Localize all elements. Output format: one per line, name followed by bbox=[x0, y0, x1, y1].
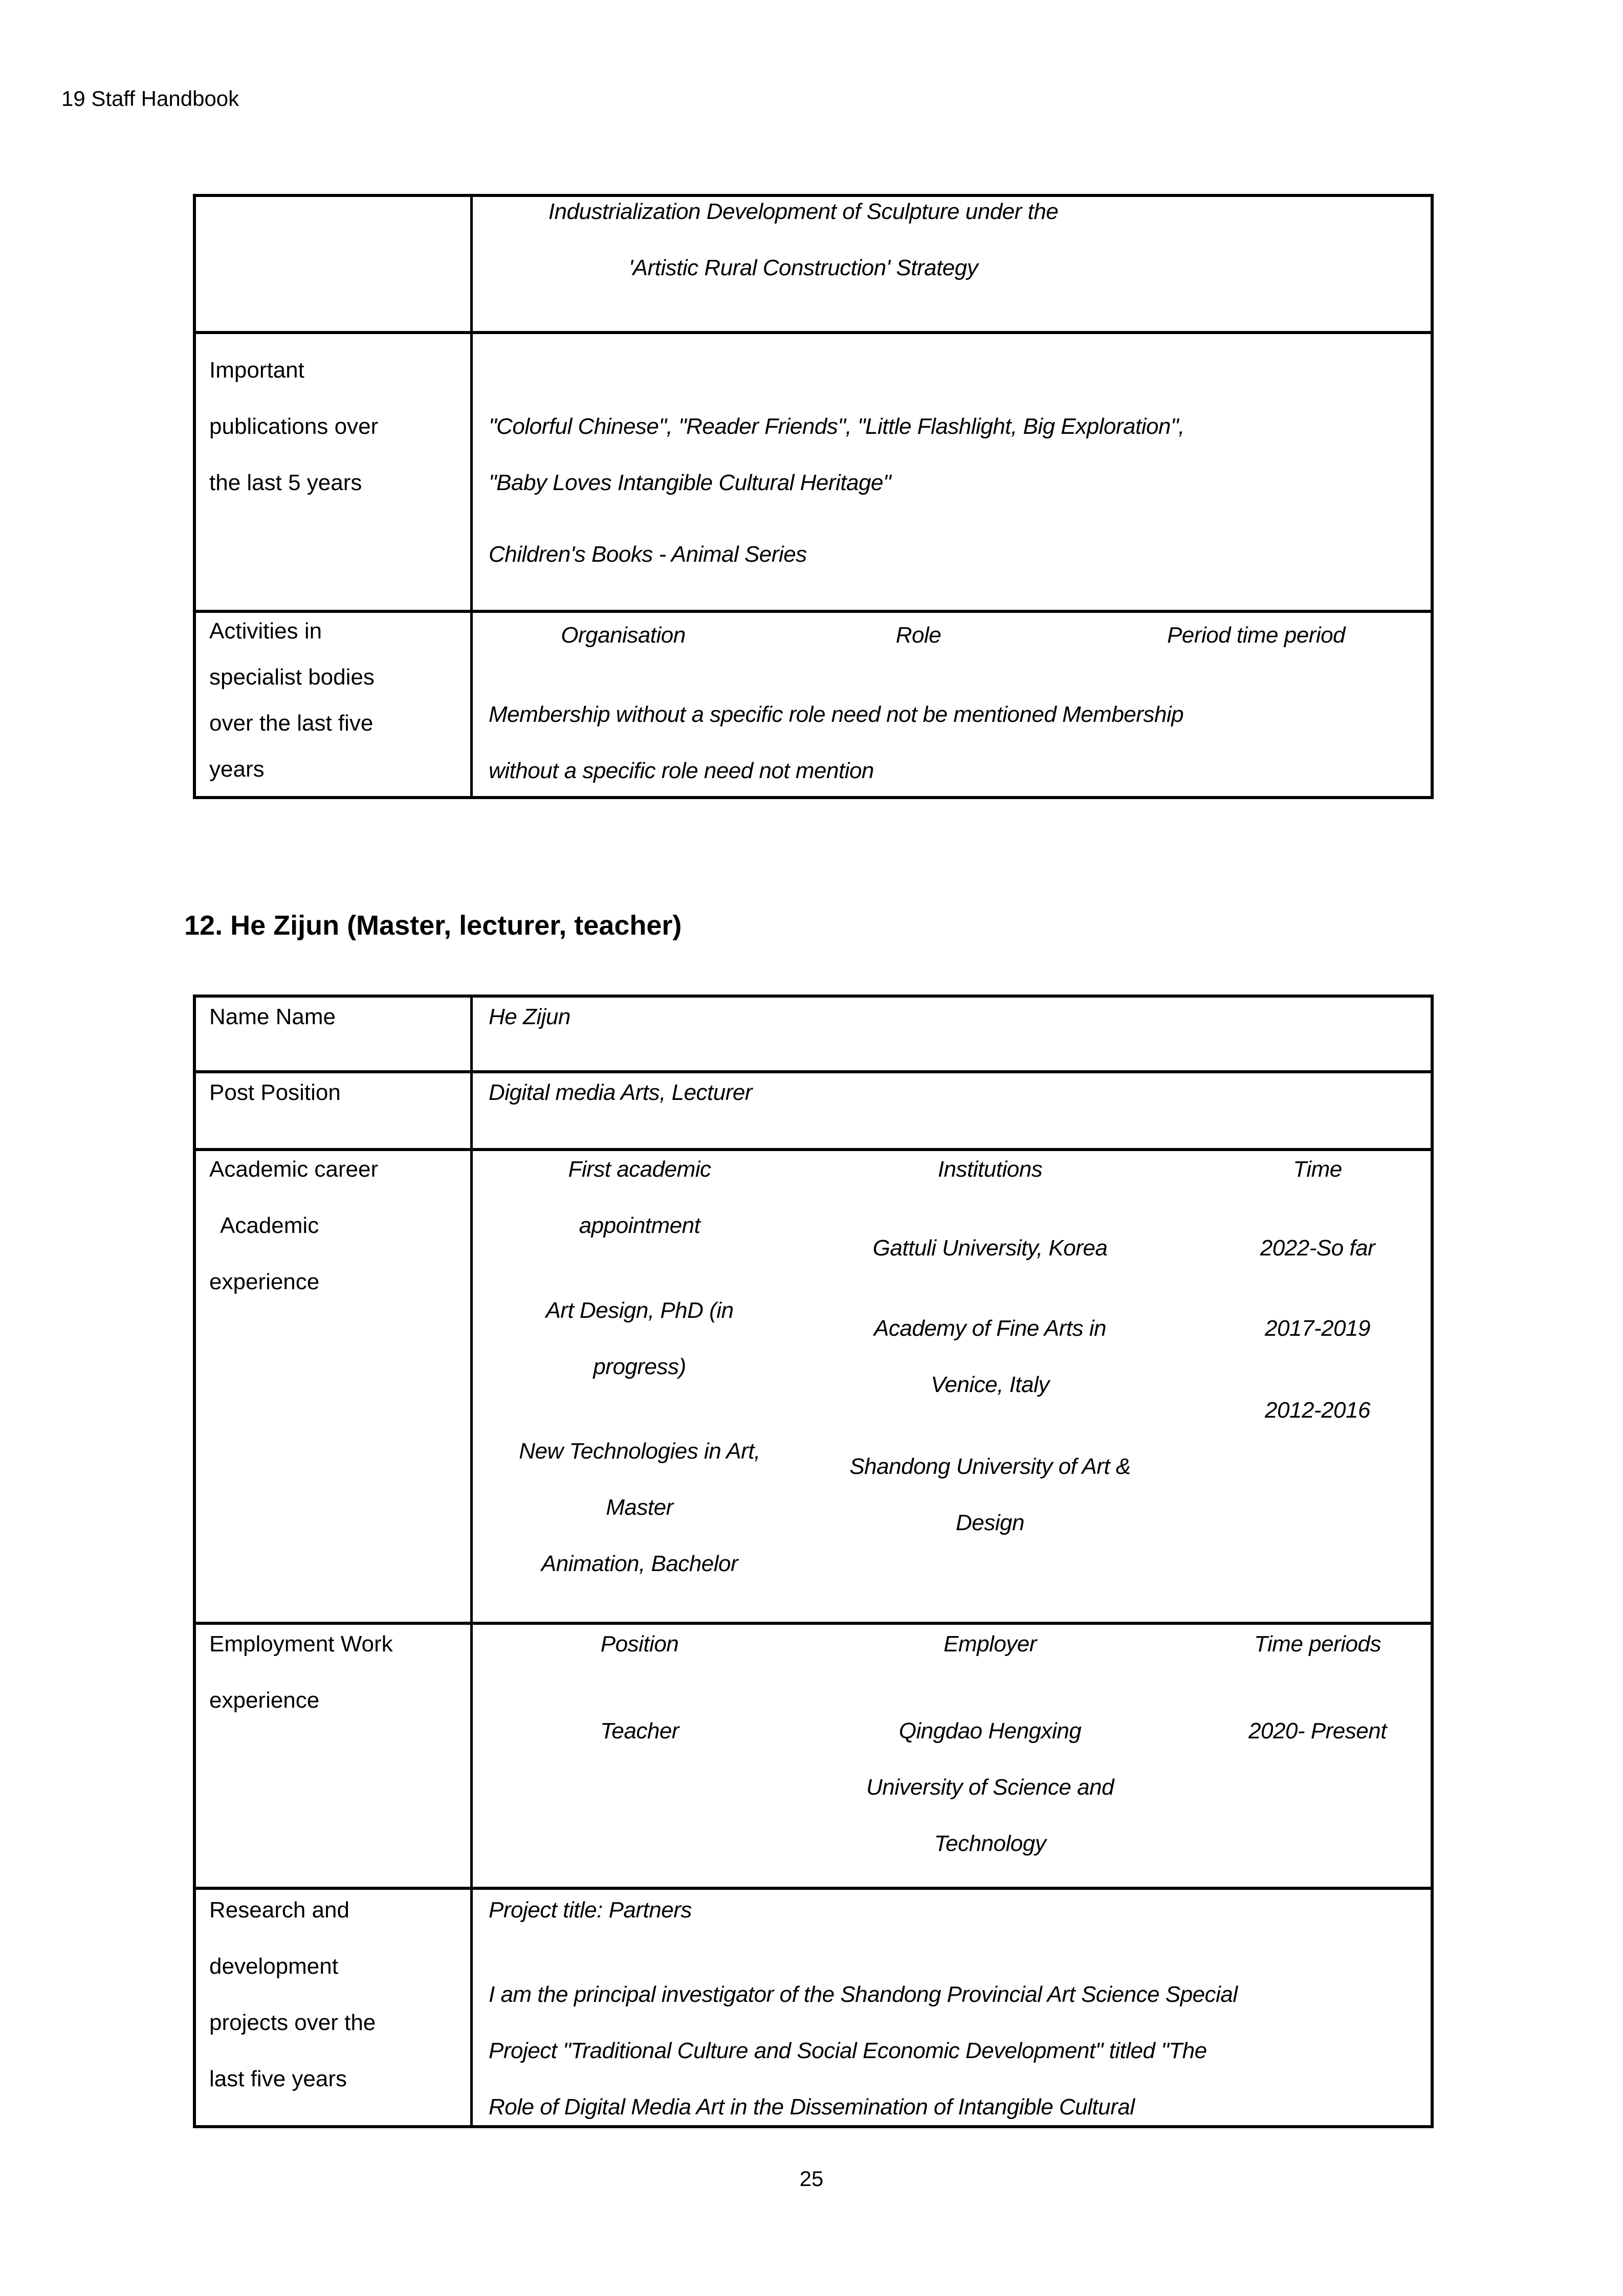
academic-time-line: Time bbox=[1293, 1157, 1342, 1182]
employment-employer-line: Technology bbox=[934, 1831, 1046, 1856]
staff-profile-table-he-zijun bbox=[193, 995, 1434, 2128]
table1-row2-content-line: "Colorful Chinese", "Reader Friends", "Little Flashlight, Big Exploration", bbox=[489, 414, 1185, 439]
academic-institution-line: Shandong University of Art & bbox=[849, 1454, 1131, 1479]
column-divider bbox=[470, 998, 473, 2125]
research-content-line: I am the principal investigator of the Shandong Provincial Art Science Special bbox=[489, 1982, 1238, 2007]
table1-row2-label-line: Important bbox=[209, 358, 304, 383]
academic-institution-line: Institutions bbox=[937, 1157, 1043, 1182]
academic-institution-line: Design bbox=[956, 1510, 1024, 1535]
table1-row2-label-line: publications over bbox=[209, 414, 379, 439]
section-heading: 12. He Zijun (Master, lecturer, teacher) bbox=[184, 910, 682, 941]
row-divider bbox=[196, 1887, 1431, 1890]
table1-row3-label-line: Activities in bbox=[209, 619, 322, 644]
post-label: Post Position bbox=[209, 1080, 341, 1105]
table1-row2-label-line: the last 5 years bbox=[209, 470, 362, 495]
research-label-line: last five years bbox=[209, 2066, 347, 2091]
academic-time-line: 2017-2019 bbox=[1265, 1316, 1370, 1341]
employment-label-line: experience bbox=[209, 1688, 320, 1713]
academic-appointment-line: First academic bbox=[568, 1157, 711, 1182]
academic-institution-line: Venice, Italy bbox=[931, 1372, 1049, 1397]
name-label: Name Name bbox=[209, 1004, 336, 1029]
table1-row1-line: Industrialization Development of Sculpture under the bbox=[548, 199, 1059, 224]
employment-position-value: Teacher bbox=[600, 1718, 679, 1743]
name-value: He Zijun bbox=[489, 1004, 571, 1029]
academic-appointment-line: progress) bbox=[593, 1354, 686, 1379]
row-divider bbox=[196, 1622, 1431, 1625]
table1-row3-content-line: Membership without a specific role need not be mentioned Membership bbox=[489, 702, 1184, 727]
employment-column-header: Employer bbox=[944, 1631, 1037, 1657]
academic-appointment-line: Art Design, PhD (in bbox=[545, 1298, 734, 1323]
row-divider bbox=[196, 1148, 1431, 1151]
academic-institution-line: Academy of Fine Arts in bbox=[874, 1316, 1106, 1341]
academic-label-line: Academic bbox=[220, 1213, 319, 1238]
research-label-line: projects over the bbox=[209, 2010, 376, 2035]
table1-row3-content-line: without a specific role need not mention bbox=[489, 758, 874, 783]
academic-label-line: experience bbox=[209, 1269, 320, 1294]
research-label-line: Research and bbox=[209, 1897, 349, 1923]
table1-row3-label-line: specialist bodies bbox=[209, 665, 375, 690]
table1-row3-column-header: Role bbox=[895, 623, 941, 648]
academic-label-line: Academic career bbox=[209, 1157, 379, 1182]
research-content-line: Role of Digital Media Art in the Dissemination of Intangible Cultural bbox=[489, 2094, 1135, 2120]
employment-time-value: 2020- Present bbox=[1248, 1718, 1387, 1743]
academic-appointment-line: New Technologies in Art, bbox=[519, 1439, 760, 1464]
academic-appointment-line: Master bbox=[606, 1495, 673, 1520]
table1-row2-content-line: "Baby Loves Intangible Cultural Heritage" bbox=[489, 470, 891, 495]
table1-row3-column-header: Organisation bbox=[561, 623, 686, 648]
table1-row3-column-header: Period time period bbox=[1167, 623, 1346, 648]
table1-row3-label-line: years bbox=[209, 757, 265, 782]
employment-column-header: Time periods bbox=[1254, 1631, 1381, 1657]
column-divider bbox=[470, 197, 473, 796]
staff-profile-table-continued bbox=[193, 194, 1434, 799]
employment-employer-line: University of Science and bbox=[866, 1775, 1114, 1800]
academic-time-line: 2012-2016 bbox=[1265, 1398, 1370, 1423]
employment-column-header: Position bbox=[600, 1631, 679, 1657]
academic-time-line: 2022-So far bbox=[1260, 1235, 1375, 1261]
academic-appointment-line: Animation, Bachelor bbox=[541, 1551, 738, 1576]
research-content-line: Project title: Partners bbox=[489, 1897, 692, 1923]
post-value: Digital media Arts, Lecturer bbox=[489, 1080, 753, 1105]
page-number: 25 bbox=[799, 2167, 824, 2191]
employment-employer-line: Qingdao Hengxing bbox=[898, 1718, 1082, 1743]
employment-label-line: Employment Work bbox=[209, 1631, 393, 1657]
table1-row1-line: 'Artistic Rural Construction' Strategy bbox=[628, 255, 978, 280]
table1-row3-label-line: over the last five bbox=[209, 711, 374, 736]
academic-institution-line: Gattuli University, Korea bbox=[872, 1235, 1108, 1261]
research-content-line: Project "Traditional Culture and Social Economic Development" titled "The bbox=[489, 2038, 1207, 2063]
table1-row2-content-line: Children's Books - Animal Series bbox=[489, 542, 807, 567]
page-header: 19 Staff Handbook bbox=[61, 86, 239, 111]
row-divider bbox=[196, 1070, 1431, 1073]
row-divider bbox=[196, 610, 1431, 613]
research-label-line: development bbox=[209, 1954, 338, 1979]
row-divider bbox=[196, 331, 1431, 334]
academic-appointment-line: appointment bbox=[579, 1213, 700, 1238]
